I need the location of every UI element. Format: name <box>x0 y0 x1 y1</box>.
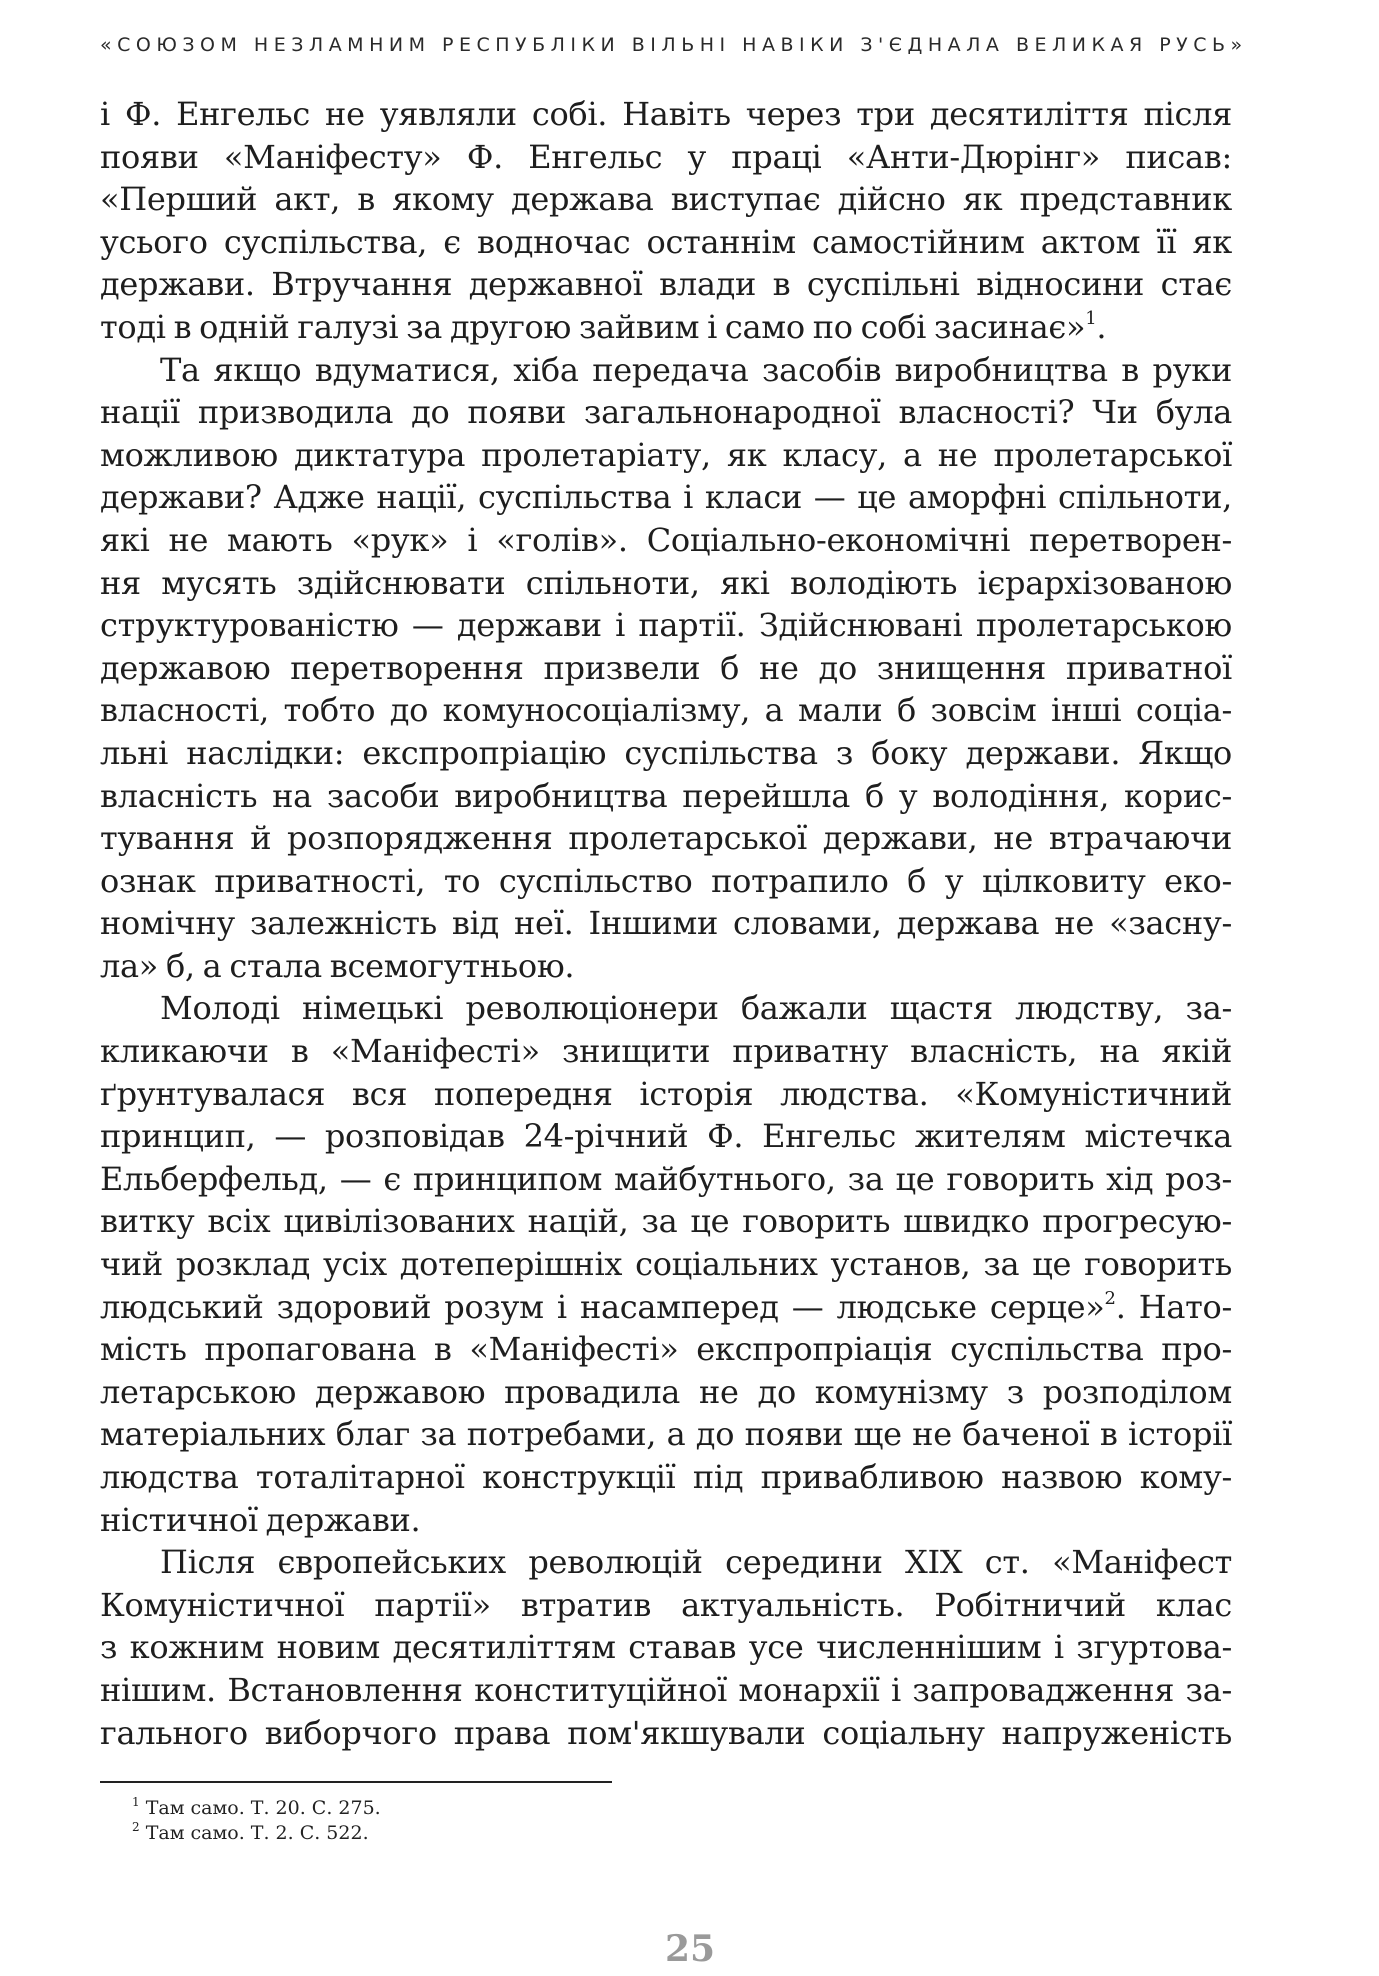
paragraph-2 <box>100 349 1232 988</box>
text-line: кликаючи в «Маніфесті» знищити приватну власність, на якій <box>100 1032 1232 1071</box>
footnote-ref-1: 1 <box>1085 307 1097 329</box>
footnote-text: Там само. Т. 2. С. 522. <box>145 1822 369 1844</box>
text-line: власність на засоби виробництва перейшла б у володіння, корис- <box>100 776 1232 815</box>
text-line: Після європейських революцій середини XIX ст. «Маніфест <box>160 1543 1232 1582</box>
footnote-text: Там само. Т. 20. С. 275. <box>145 1797 381 1819</box>
text-line: міcть пропагована в «Маніфесті» експропріація суспільства про- <box>100 1330 1232 1369</box>
footnotes <box>132 1796 381 1846</box>
paragraph-1 <box>100 93 1232 349</box>
text-line: чий розклад усіх дотеперішніх соціальних установ, за це говорить <box>100 1245 1232 1284</box>
text-line: людства тоталітарної конструкції під привабливою назвою кому- <box>100 1458 1232 1496</box>
text-line: можливою диктатура пролетаріату, як класу, а не пролетарської <box>100 435 1232 474</box>
text-line <box>100 1286 1232 1329</box>
body-text <box>100 93 1232 1754</box>
text-line: Ельберфельд, — є принципом майбутнього, за це говорить хід роз- <box>100 1159 1232 1198</box>
text-line: летарською державою провадила не до комунізму з розподілом <box>100 1372 1232 1411</box>
text-line: ла» б, а стала всемогутньою. <box>100 946 575 985</box>
paragraph-4 <box>100 1541 1232 1754</box>
text-line: Молоді німецькі революціонери бажали щастя людству, за- <box>160 989 1232 1028</box>
text-line: нішим. Встановлення конституційної монархії і запровадження за- <box>100 1670 1232 1709</box>
text-line: нації призводила до появи загальнонародної власності? Чи була <box>100 393 1232 432</box>
text-line: матеріальних благ за потребами, а до появи ще не баченої в історії <box>100 1415 1232 1454</box>
text-line: власності, тобто до комуносоціалізму, а мали б зовсім інші соціа- <box>100 691 1232 730</box>
text-line: Та якщо вдуматися, хіба передача засобів виробництва в руки <box>160 350 1232 389</box>
text-line-body: тоді в одній галузі за другою зайвим і само по собі засинає» <box>100 307 1086 346</box>
text-line: ня мусять здійснювати спільноти, які володіють ієрархізованою <box>100 563 1232 602</box>
text-line: ознак приватності, то суспільство потрапило б у цілковиту еко- <box>100 861 1232 900</box>
text-line: тування й розпорядження пролетарської держави, не втрачаючи <box>100 819 1232 858</box>
text-line: витку всіх цивілізованих націй, за це говорить швидко прогресую- <box>100 1202 1232 1241</box>
text-line-body: людський здоровий розум і насамперед — людське серце» <box>100 1287 1105 1326</box>
text-line: структурованістю — держави і партії. Здійснювані пролетарською <box>100 606 1232 645</box>
text-line: гального виборчого права пом'якшували соціальну напруженість <box>100 1713 1232 1752</box>
text-line: «Перший акт, в якому держава виступає дійсно як представник <box>100 180 1232 219</box>
text-line: державою перетворення призвели б не до знищення приватної <box>100 648 1232 687</box>
text-line: льні наслідки: експропріацію суспільства з боку держави. Якщо <box>100 733 1232 772</box>
text-line: усього суспільства, є водночас останнім самостійним актом її як <box>100 222 1232 261</box>
footnote-mark: 2 <box>132 1820 140 1834</box>
text-line: держави? Адже нації, суспільства і класи — це аморфні спільноти, <box>100 478 1232 517</box>
text-line: ністичної держави. <box>100 1500 421 1539</box>
paragraph-3 <box>100 987 1232 1541</box>
text-line-tail: . Нато- <box>1115 1287 1232 1326</box>
footnote-rule <box>100 1781 612 1783</box>
page-number: 25 <box>664 1928 716 1970</box>
text-line: принцип, — розповідав 24-річний Ф. Енгельс жителям містечка <box>100 1117 1232 1156</box>
text-line: Комуністичної партії» втратив актуальність. Робітничий клас <box>100 1585 1232 1624</box>
text-line: ґрунтувалася вся попередня історія людства. «Комуністичний <box>100 1074 1232 1113</box>
text-line: держави. Втручання державної влади в суспільні відносини стає <box>100 265 1232 304</box>
footnote-2 <box>132 1821 381 1846</box>
text-line: номічну залежність від неї. Іншими словами, держава не «засну- <box>100 904 1232 943</box>
text-line: появи «Маніфесту» Ф. Енгельс у праці «Анти-Дюрінг» писав: <box>100 137 1232 176</box>
footnote-mark: 1 <box>132 1795 140 1809</box>
text-line: які не мають «рук» і «голів». Соціально-економічні перетворен- <box>100 520 1232 559</box>
text-line: з кожним новим десятиліттям ставав усе численнішим і згуртова- <box>100 1628 1232 1667</box>
running-head: «СОЮЗОМ НЕЗЛАМНИМ РЕСПУБЛІКИ ВІЛЬНІ НАВІКИ З'ЄДНАЛА ВЕЛИКАЯ РУСЬ» <box>100 34 1248 56</box>
footnote-ref-2: 2 <box>1104 1287 1116 1309</box>
text-line: тоді в одній галузі за другою зайвим і само по собі засинає»$^1$. <box>100 307 1107 346</box>
footnote-1 <box>132 1796 381 1821</box>
text-line: і Ф. Енгельс не уявляли собі. Навіть через три десятиліття після <box>100 95 1232 133</box>
